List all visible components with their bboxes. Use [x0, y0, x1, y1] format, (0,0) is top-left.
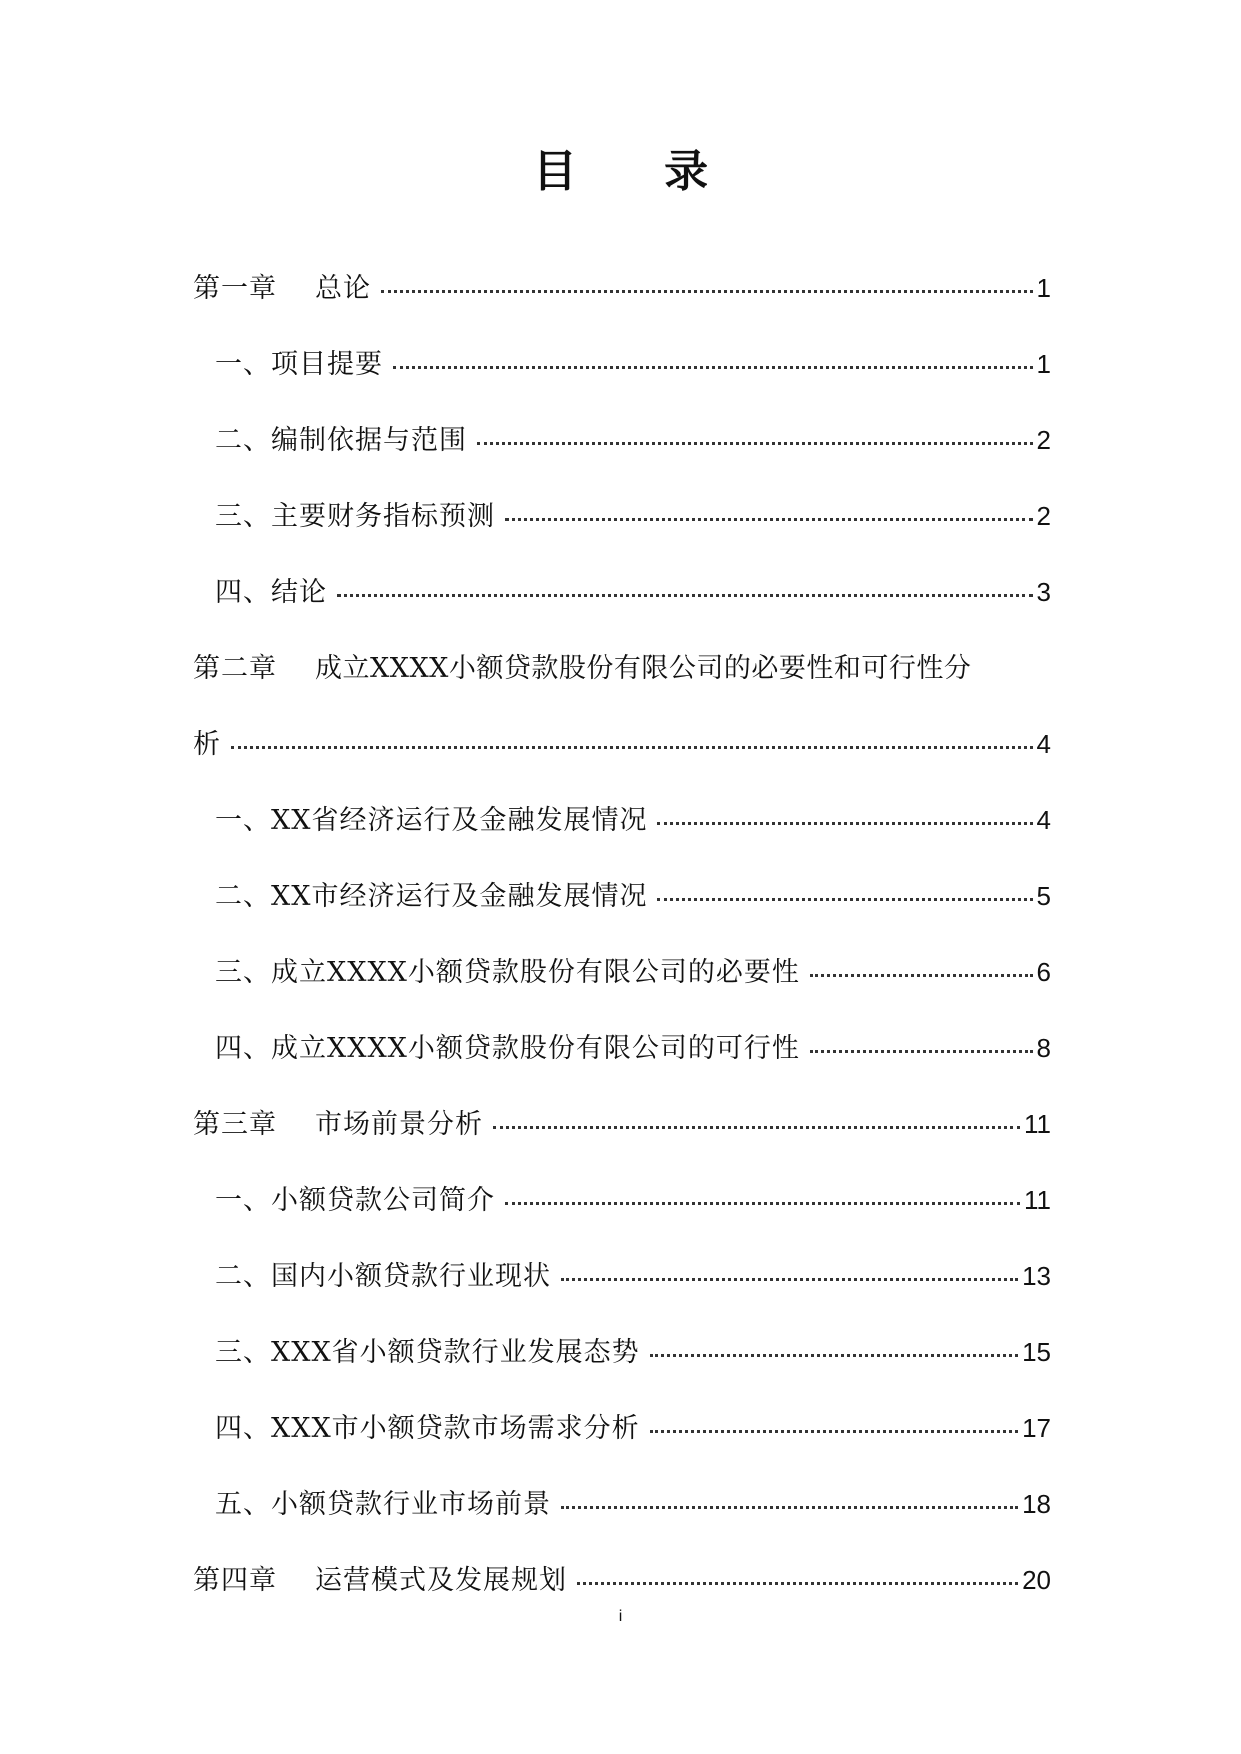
toc-entry-label — [193, 275, 371, 302]
toc-page-number: 4 — [1036, 729, 1051, 759]
toc-entry-section[interactable] — [193, 579, 1051, 655]
toc-entry-label: 一、项目提要 — [215, 349, 383, 380]
toc-page-number: 17 — [1022, 1413, 1051, 1443]
toc-entry-label — [193, 1111, 483, 1138]
toc-dot-leader — [561, 1506, 1018, 1509]
toc-entry-chapter-1[interactable] — [193, 275, 1051, 351]
toc-chapter-number: 第三章 — [193, 1109, 277, 1140]
toc-entry-section[interactable] — [193, 959, 1051, 1035]
toc-chapter-number: 第一章 — [193, 273, 277, 304]
toc-entry-chapter-4[interactable] — [193, 1567, 1051, 1643]
toc-page-number: 18 — [1022, 1489, 1051, 1519]
toc-dot-leader — [810, 1050, 1033, 1053]
toc-entry-label: 三、主要财务指标预测 — [215, 501, 495, 532]
toc-entry-section[interactable] — [193, 807, 1051, 883]
toc-chapter-number: 第二章 — [193, 653, 277, 684]
toc-entry-section[interactable] — [193, 1339, 1051, 1415]
toc-entry-label: 二、XX市经济运行及金融发展情况 — [215, 881, 648, 912]
toc-page-number: 5 — [1036, 881, 1051, 911]
toc-page-number: 4 — [1036, 805, 1051, 835]
toc-entry-label: 二、编制依据与范围 — [215, 425, 467, 456]
page-title: 目 录 — [532, 146, 745, 197]
toc-entry-section[interactable] — [193, 1035, 1051, 1111]
toc-entry-label-continued: 析 — [193, 729, 221, 760]
toc-dot-leader — [657, 898, 1032, 901]
toc-page-number: 6 — [1036, 957, 1051, 987]
toc-page-number: 20 — [1022, 1565, 1051, 1595]
toc-dot-leader — [561, 1278, 1018, 1281]
toc-page-number: 11 — [1024, 1109, 1051, 1139]
toc-dot-leader — [231, 746, 1033, 749]
toc-entry-section[interactable] — [193, 1415, 1051, 1491]
toc-chapter-title: 总论 — [315, 273, 371, 304]
toc-entry-label: 四、结论 — [215, 577, 327, 608]
toc-chapter-title: 成立XXXX小额贷款股份有限公司的必要性和可行性分 — [315, 653, 972, 684]
toc-page-number: 13 — [1022, 1261, 1051, 1291]
toc-entry-section[interactable] — [193, 351, 1051, 427]
toc-entry-label — [193, 655, 1051, 731]
toc-entry-label: 二、国内小额贷款行业现状 — [215, 1261, 551, 1292]
toc-dot-leader — [337, 594, 1033, 597]
toc-entry-section[interactable] — [193, 883, 1051, 959]
toc-entry-label: 三、成立XXXX小额贷款股份有限公司的必要性 — [215, 957, 800, 988]
toc-dot-leader — [505, 1202, 1020, 1205]
toc-page-number: 2 — [1036, 501, 1051, 531]
toc-dot-leader — [477, 442, 1033, 445]
toc-page-number: 11 — [1024, 1185, 1051, 1215]
toc-entry-label: 四、XXX市小额贷款市场需求分析 — [215, 1413, 640, 1444]
toc-entry-section[interactable] — [193, 427, 1051, 503]
footer-page-number: i — [618, 1608, 623, 1625]
toc-page-number: 15 — [1022, 1337, 1051, 1367]
toc-entry-label: 一、小额贷款公司简介 — [215, 1185, 495, 1216]
toc-dot-leader — [381, 290, 1033, 293]
toc-page-number: 3 — [1036, 577, 1051, 607]
toc-dot-leader — [650, 1354, 1018, 1357]
toc-page-number: 8 — [1036, 1033, 1051, 1063]
toc-dot-leader — [577, 1582, 1018, 1585]
toc-dot-leader — [650, 1430, 1018, 1433]
toc-entry-section[interactable] — [193, 1263, 1051, 1339]
table-of-contents — [193, 275, 1051, 1643]
toc-entry-label: 三、XXX省小额贷款行业发展态势 — [215, 1337, 640, 1368]
toc-chapter-title: 运营模式及发展规划 — [315, 1565, 567, 1596]
toc-entry-label: 五、小额贷款行业市场前景 — [215, 1489, 551, 1520]
toc-dot-leader — [657, 822, 1032, 825]
toc-chapter-number: 第四章 — [193, 1565, 277, 1596]
toc-dot-leader — [493, 1126, 1020, 1129]
toc-entry-label: 一、XX省经济运行及金融发展情况 — [215, 805, 648, 836]
toc-chapter-title: 市场前景分析 — [315, 1109, 483, 1140]
toc-entry-label — [193, 1567, 567, 1594]
toc-entry-label: 四、成立XXXX小额贷款股份有限公司的可行性 — [215, 1033, 800, 1064]
toc-entry-chapter-2[interactable] — [193, 655, 1051, 807]
toc-entry-section[interactable] — [193, 503, 1051, 579]
toc-entry-section[interactable] — [193, 1187, 1051, 1263]
toc-dot-leader — [505, 518, 1033, 521]
toc-dot-leader — [393, 366, 1033, 369]
toc-page-number: 1 — [1036, 273, 1051, 303]
toc-dot-leader — [810, 974, 1033, 977]
toc-entry-section[interactable] — [193, 1491, 1051, 1567]
toc-entry-chapter-3[interactable] — [193, 1111, 1051, 1187]
toc-page-number: 2 — [1036, 425, 1051, 455]
toc-page-number: 1 — [1036, 349, 1051, 379]
